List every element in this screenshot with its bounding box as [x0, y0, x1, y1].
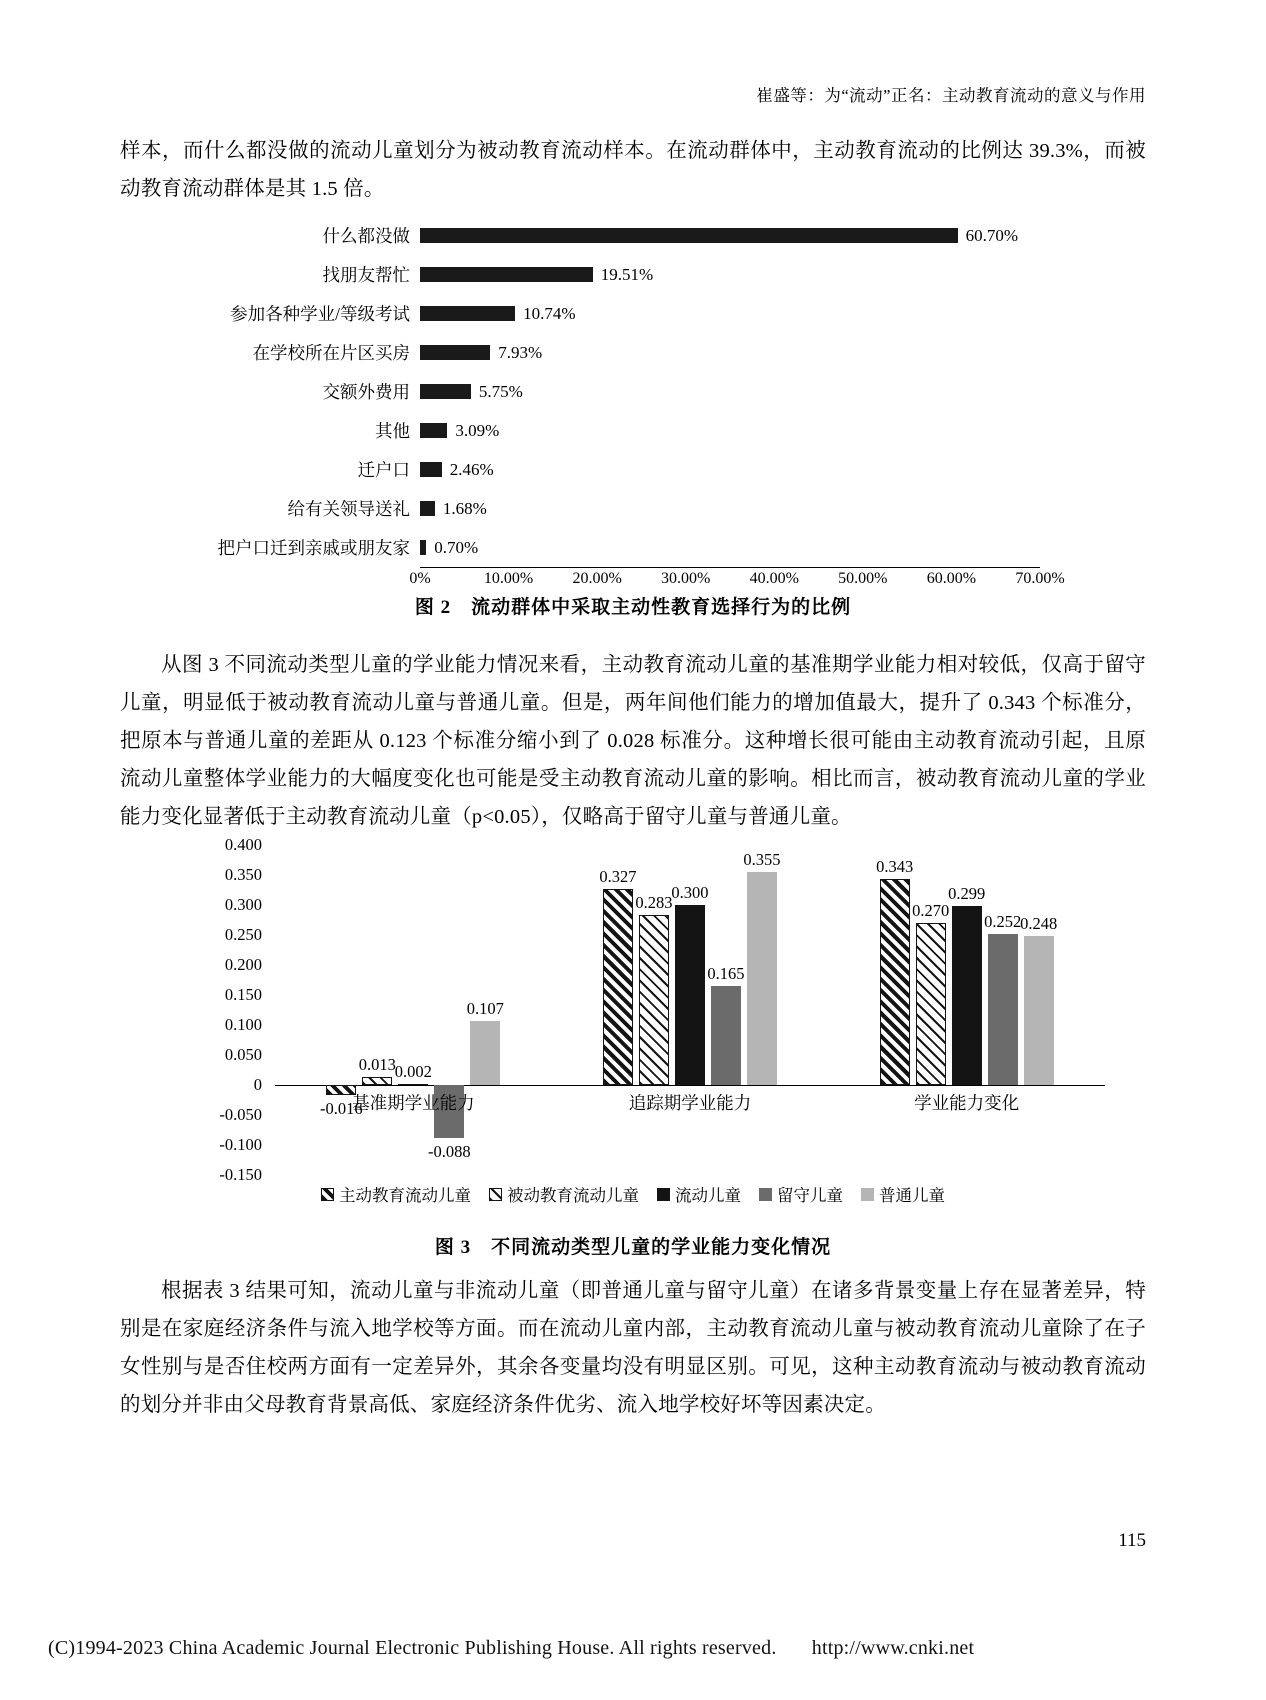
figure-3-y-tick-label: 0.400: [224, 835, 262, 854]
figure-3-bar: [711, 986, 741, 1085]
figure-2-x-tick-label: 70.00%: [1015, 570, 1065, 587]
figure-3-bar: [916, 923, 946, 1085]
figure-2-value-label: 2.46%: [449, 459, 494, 479]
figure-3-legend-swatch: [861, 1188, 874, 1201]
figure-3-value-label: 0.002: [394, 1061, 432, 1081]
figure-2-bar-container: [420, 528, 1146, 567]
figure-3-y-tick-label: 0: [253, 1075, 262, 1094]
cnki-url: http://www.cnki.net: [811, 1637, 975, 1659]
figure-3-category-label: 学业能力变化: [914, 1093, 1020, 1113]
figure-2-chart: [120, 208, 1146, 618]
figure-3-legend-item: [321, 1182, 471, 1206]
figure-2-bar-container: [420, 450, 1146, 489]
figure-2-bar-row: [120, 294, 1146, 333]
figure-3-y-tick-label: 0.300: [224, 895, 262, 914]
figure-3-y-tick-label: 0.050: [224, 1045, 262, 1064]
figure-2-bar-row: [120, 372, 1146, 411]
running-head: 崔盛等：为“流动”正名：主动教育流动的意义与作用: [756, 86, 1146, 105]
figure-3-bar: [1024, 936, 1054, 1085]
figure-2-bar: [420, 384, 471, 399]
figure-2-bar-row: [120, 333, 1146, 372]
page-number: 115: [1118, 1530, 1146, 1551]
figure-3-bar: [639, 915, 669, 1085]
figure-3-value-label: -0.088: [428, 1141, 471, 1161]
figure-3-bar: [988, 934, 1018, 1085]
figure-3-y-tick-label: -0.050: [219, 1105, 262, 1124]
figure-3-legend-label: 主动教育流动儿童: [339, 1186, 471, 1205]
figure-3-y-tick-label: 0.350: [224, 865, 262, 884]
figure-3-bar: [880, 879, 910, 1085]
figure-2-bar-row: [120, 255, 1146, 294]
figure-2-value-label: 7.93%: [498, 342, 543, 362]
figure-2-bar-container: [420, 216, 1146, 255]
figure-3-value-label: 0.165: [707, 964, 745, 983]
figure-2-x-tick-label: 60.00%: [926, 570, 977, 587]
figure-2-bar-container: [420, 333, 1146, 372]
figure-2-value-label: 10.74%: [523, 303, 576, 323]
figure-2-bar-row: [120, 450, 1146, 489]
figure-3-bar: [747, 872, 777, 1085]
figure-2-bar-row: [120, 411, 1146, 450]
figure-3-group: [552, 845, 829, 1175]
figure-3-value-label: 0.270: [912, 901, 950, 920]
figure-3-bar: [952, 906, 982, 1085]
figure-2-category-label: 什么都没做: [322, 226, 410, 246]
figure-3-y-tick-label: 0.150: [224, 985, 262, 1004]
figure-2-x-tick-label: 50.00%: [838, 570, 888, 587]
footer-copyright: [48, 1637, 974, 1660]
figure-3-legend-label: 流动儿童: [675, 1186, 741, 1205]
figure-3-legend-item: [657, 1182, 741, 1206]
figure-2-category-label: 在学校所在片区买房: [252, 343, 410, 363]
figure-2-bar-container: [420, 294, 1146, 333]
figure-2-bar: [420, 228, 958, 243]
figure-2-x-tick-label: 20.00%: [572, 570, 622, 587]
figure-3-legend: [120, 1182, 1146, 1206]
figure-2-bar: [420, 540, 426, 555]
figure-2-bar: [420, 501, 435, 516]
figure-2-bar: [420, 423, 447, 438]
figure-3-legend-label: 被动教育流动儿童: [507, 1186, 639, 1205]
figure-2-bar-container: [420, 372, 1146, 411]
copyright-text: (C)1994-2023 China Academic Journal Electronic Publishing House. All rights reserved.: [48, 1637, 777, 1659]
figure-2-caption: 图 2 流动群体中采取主动性教育选择行为的比例: [414, 597, 852, 618]
figure-3-y-tick-label: 0.250: [224, 925, 262, 944]
figure-2-bar: [420, 345, 490, 360]
figure-2-x-tick-label: 0%: [409, 570, 431, 587]
figure-2-bars: [120, 216, 1146, 567]
figure-3-legend-swatch: [321, 1188, 334, 1201]
figure-3-y-tick-label: -0.150: [219, 1165, 262, 1184]
figure-3-group: [828, 845, 1105, 1175]
figure-3-caption: 图 3 不同流动类型儿童的学业能力变化情况: [434, 1237, 832, 1258]
figure-2-value-label: 60.70%: [965, 225, 1019, 245]
figure-3-legend-swatch: [657, 1188, 670, 1201]
figure-2-category-label: 迁户口: [357, 460, 410, 480]
figure-3-chart: [120, 835, 1146, 1235]
figure-3-plot: [120, 835, 1146, 1184]
figure-3-legend-label: 留守儿童: [777, 1186, 843, 1205]
figure-2-value-label: 3.09%: [455, 420, 500, 440]
figure-3-value-label: 0.283: [635, 893, 673, 913]
figure-3-value-label: 0.299: [948, 883, 986, 903]
figure-2-x-tick-label: 10.00%: [483, 570, 534, 587]
figure-2-bar-row: [120, 528, 1146, 567]
figure-3-y-axis: [120, 835, 270, 1184]
figure-3-value-label: 0.248: [1020, 914, 1058, 934]
figure-2-axis-line: [420, 567, 1040, 568]
figure-3-bar: [362, 1077, 392, 1085]
figure-3-plot-area: [275, 845, 1105, 1175]
figure-2-bar-container: [420, 411, 1146, 450]
figure-2-value-label: 19.51%: [600, 264, 654, 284]
figure-2-x-tick-label: 30.00%: [661, 570, 711, 587]
figure-3-value-label: 0.343: [876, 857, 914, 877]
figure-2-category-label: 把户口迁到亲戚或朋友家: [217, 538, 410, 558]
paragraph-3: 根据表 3 结果可知，流动儿童与非流动儿童（即普通儿童与留守儿童）在诸多背景变量上存在显著差异，特别是在家庭经济条件与流入地学校等方面。而在流动儿童内部，主动教育流动儿童与被动教育流动儿童除了在子女性别与是否住校两方面有一定差异外，其余各变量均没有明显区别。可见，这种主动教育流动与被动教育流动的划分并非由父母教育背景高低、家庭经济条件优劣、流入地学校好坏等因素决定。: [120, 1280, 1146, 1416]
figure-3-bar: [603, 889, 633, 1085]
figure-2-bar-row: [120, 216, 1146, 255]
figure-3-legend-item: [489, 1182, 639, 1206]
figure-3-bar: [470, 1021, 500, 1085]
figure-3-legend-item: [861, 1182, 945, 1206]
figure-2-category-label: 给有关领导送礼: [287, 499, 410, 519]
figure-3-legend-swatch: [489, 1188, 502, 1201]
paragraph-2: 从图 3 不同流动类型儿童的学业能力情况来看，主动教育流动儿童的基准期学业能力相对较低，仅高于留守儿童，明显低于被动教育流动儿童与普通儿童。但是，两年间他们能力的增加值最大，提升了 0.343 个标准分，把原本与普通儿童的差距从 0.123 个标准分缩小到了 0.028 标准分。这种增长很可能由主动教育流动引起，且原流动儿童整体学业能力的大幅度变化也可能是受主动教育流动儿童的影响。相比而言，被动教育流动儿童的学业能力变化显著低于主动教育流动儿童（p<0.05），仅略高于留守儿童与普通儿童。: [120, 654, 1146, 828]
figure-2-x-axis: [409, 567, 1065, 591]
figure-2-category-label: 找朋友帮忙: [322, 265, 410, 285]
figure-3-value-label: 0.327: [599, 866, 637, 886]
figure-3-bar: [675, 905, 705, 1085]
figure-2-bar-container: [420, 489, 1146, 528]
figure-2-bar: [420, 306, 515, 321]
figure-3-legend-label: 普通儿童: [879, 1186, 945, 1205]
figure-3-value-label: -0.016: [320, 1098, 363, 1118]
figure-2-category-label: 其他: [375, 421, 410, 441]
figure-3-value-label: 0.300: [671, 883, 709, 902]
figure-2-x-tick-label: 40.00%: [749, 570, 799, 587]
figure-2-bar-container: [420, 255, 1146, 294]
figure-2-value-label: 5.75%: [478, 381, 523, 401]
figure-3-legend-swatch: [759, 1188, 772, 1201]
figure-2-bar: [420, 462, 442, 477]
figure-2-bar: [420, 267, 593, 282]
figure-3-y-tick-label: 0.200: [224, 955, 262, 974]
figure-3-y-tick-label: 0.100: [224, 1015, 262, 1034]
figure-2-bar-row: [120, 489, 1146, 528]
figure-3-value-label: 0.107: [466, 998, 504, 1018]
figure-3-value-label: 0.013: [358, 1055, 396, 1075]
figure-3-category-label: 基准期学业能力: [352, 1093, 475, 1113]
figure-2-category-label: 交额外费用: [322, 382, 410, 402]
figure-3-legend-item: [759, 1182, 843, 1206]
paragraph-1: 样本，而什么都没做的流动儿童划分为被动教育流动样本。在流动群体中，主动教育流动的比例达 39.3%，而被动教育流动群体是其 1.5 倍。: [120, 140, 1146, 200]
figure-3-category-label: 追踪期学业能力: [628, 1093, 752, 1113]
figure-2-value-label: 0.70%: [434, 537, 479, 557]
figure-3-value-label: 0.252: [984, 911, 1022, 931]
figure-3-value-label: 0.355: [743, 850, 781, 869]
figure-3-group: [275, 845, 552, 1175]
figure-2-category-label: 参加各种学业/等级考试: [230, 304, 410, 324]
figure-3-y-tick-label: -0.100: [219, 1135, 262, 1154]
figure-3-bar: [398, 1084, 428, 1085]
figure-2-value-label: 1.68%: [442, 498, 487, 518]
